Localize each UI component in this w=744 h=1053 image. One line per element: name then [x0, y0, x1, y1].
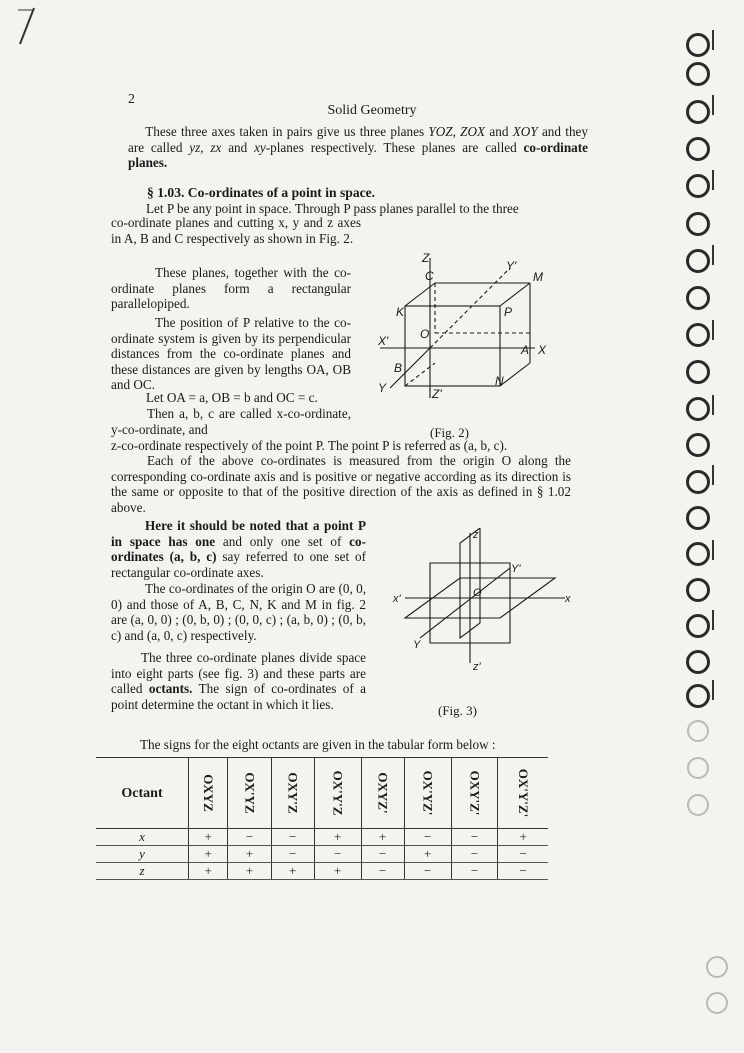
binding-hole — [686, 470, 710, 494]
octant-col-7 — [451, 758, 498, 829]
binding-wire — [712, 610, 714, 630]
p1-text-3: and they are called — [128, 124, 588, 155]
binding-hole — [686, 650, 710, 674]
octant-header-label: Octant — [121, 785, 163, 801]
para2-rest: co-ordinate planes and cutting x, y and z axes in A, B and C respectively as shown in Fig. 2. — [111, 215, 361, 246]
fig2-label-o: O — [420, 327, 430, 341]
let-line: Let OA = a, OB = b and OC = c. — [146, 390, 318, 405]
binding-wire — [712, 95, 714, 115]
fig2-label-n: N — [495, 374, 504, 388]
octant-col-1 — [189, 758, 228, 829]
fig2-label-m: M — [533, 270, 543, 284]
sign-cell: + — [189, 829, 228, 846]
fig2-label-y: Y — [378, 381, 387, 395]
p6-text-1: and only one set of — [215, 533, 350, 549]
p1-text-2: and — [485, 124, 513, 139]
octant-header — [96, 758, 189, 829]
p1-planes-3: yz, zx — [189, 139, 222, 155]
p1-planes-4: xy — [254, 139, 266, 155]
section-heading: § 1.03. Co-ordinates of a point in space. — [147, 185, 376, 200]
intro-paragraph — [128, 124, 588, 171]
binding-hole — [686, 506, 710, 530]
binding-hole — [686, 100, 710, 124]
binding-hole — [686, 323, 710, 347]
sign-cell: + — [271, 863, 314, 880]
octant-name: OX'YZ — [242, 772, 258, 814]
octant-col-4 — [314, 758, 361, 829]
binding-hole — [686, 33, 710, 57]
p6-text-2: say referred to one set of rectangular co-ordinate axes. — [111, 549, 366, 580]
binding-hole — [686, 174, 710, 198]
p1-text-5: -planes respectively. These planes are called — [265, 139, 524, 155]
binding-hole — [687, 720, 709, 742]
p1-term: co-ordinate planes. — [128, 139, 588, 170]
table-row-y — [96, 846, 548, 863]
binding-hole — [686, 542, 710, 566]
sign-cell: + — [314, 863, 361, 880]
p1-text-1: These three axes taken in pairs give us three planes — [145, 124, 429, 139]
table-row-z — [96, 863, 548, 880]
fig3-label-yprime: Y' — [511, 563, 521, 575]
sign-cell: + — [189, 846, 228, 863]
octant-col-3 — [271, 758, 314, 829]
sign-cell: − — [498, 846, 548, 863]
octant-name: OX'Y'Z' — [516, 768, 532, 818]
binding-hole — [686, 433, 710, 457]
fig3-label-z: z — [473, 529, 479, 541]
octant-col-2 — [228, 758, 271, 829]
binding-wire — [712, 395, 714, 415]
p1-planes-2: XOY — [512, 124, 538, 139]
sign-cell: − — [271, 846, 314, 863]
para6 — [111, 518, 366, 580]
octant-name: OXY'Z' — [467, 770, 483, 816]
binding-hole — [686, 578, 710, 602]
octant-name: OXYZ' — [375, 772, 391, 814]
binding-wire — [712, 540, 714, 560]
fig2-label-yprime: Y' — [506, 259, 517, 273]
sign-cell: − — [498, 863, 548, 880]
para5: Each of the above co-ordinates is measured from the origin O along the corresponding co-ordinate axis and is positive or negative according as its direction is the same or opposite to that of the positive direction of the axis as defined in § 1.02 above. — [111, 453, 571, 515]
octant-sign-table — [96, 757, 548, 880]
figure-2-parallelopiped — [370, 248, 560, 408]
binding-hole — [686, 286, 710, 310]
octant-col-5 — [361, 758, 404, 829]
sign-cell: + — [314, 829, 361, 846]
table-row-x — [96, 829, 548, 846]
sign-cell: − — [451, 846, 498, 863]
binding-wire — [712, 245, 714, 265]
sign-cell: + — [361, 829, 404, 846]
fig2-label-k: K — [396, 305, 405, 319]
fig3-label-zprime: z' — [473, 661, 481, 673]
then-line: Then a, b, c are called x-co-ordinate, y-co-ordinate, and — [111, 406, 351, 437]
para4: The position of P relative to the co-ordinate system is given by its perpendicular distances from the co-ordinate planes and these distances are given by lengths OA, OB and OC. — [111, 315, 351, 392]
para8 — [111, 650, 366, 712]
table-intro: The signs for the eight octants are given in the tabular form below : — [140, 737, 496, 752]
fig2-label-xprime: X' — [378, 334, 389, 348]
octant-name: OX'Y'Z — [330, 770, 346, 816]
fig2-label-c: C — [425, 269, 434, 283]
binding-wire — [712, 30, 714, 50]
p8-text-2: The sign of co-ordinates of a point determine the octant in which it lies. — [111, 681, 367, 712]
sign-cell: − — [228, 829, 271, 846]
fig2-label-zprime: Z' — [432, 387, 442, 401]
z-line: z-co-ordinate respectively of the point P. The point P is referred as (a, b, c). — [111, 438, 508, 453]
fig2-label-b: B — [394, 361, 403, 375]
page-number: 2 — [128, 92, 135, 107]
p6-bold-2: co-ordinates (a, b, c) — [111, 533, 366, 564]
sign-cell: − — [271, 829, 314, 846]
sign-cell: + — [189, 863, 228, 880]
row-label: y — [96, 846, 189, 863]
p6-bold-1: Here it should be noted that a point P in space has one — [111, 518, 366, 549]
octant-name: OXYZ — [201, 774, 217, 812]
fig2-label-z: Z — [422, 251, 430, 265]
binding-hole — [706, 992, 728, 1014]
sign-cell: + — [404, 846, 451, 863]
running-head: Solid Geometry — [327, 103, 417, 118]
binding-hole — [686, 614, 710, 638]
figure-3-octants — [385, 528, 580, 678]
sign-cell: − — [404, 829, 451, 846]
row-label: x — [96, 829, 189, 846]
p1-text-4: and — [221, 139, 255, 155]
binding-wire — [712, 320, 714, 340]
binding-hole — [686, 397, 710, 421]
p1-planes-1: YOZ, ZOX — [428, 124, 486, 139]
binding-wire — [712, 170, 714, 190]
sign-cell: − — [361, 863, 404, 880]
binding-wire — [712, 680, 714, 700]
para3: These planes, together with the co-ordinate planes form a rectangular parallelopiped. — [111, 265, 351, 311]
binding-hole — [687, 794, 709, 816]
fig3-label-xprime: x' — [393, 593, 401, 605]
p8-text-1: The three co-ordinate planes divide space into eight parts (see fig. 3) and these parts are called — [111, 650, 366, 696]
sign-cell: − — [361, 846, 404, 863]
sign-cell: + — [228, 846, 271, 863]
fig3-label-y: Y — [413, 639, 421, 651]
sign-cell: + — [498, 829, 548, 846]
sign-cell: + — [228, 863, 271, 880]
binding-hole — [686, 249, 710, 273]
p8-term: octants. — [148, 681, 193, 696]
octant-col-6 — [404, 758, 451, 829]
binding-wire — [712, 465, 714, 485]
binding-hole — [686, 137, 710, 161]
binding-hole — [706, 956, 728, 978]
octant-col-8 — [498, 758, 548, 829]
octant-name: OXY'Z — [285, 772, 301, 814]
sign-cell: − — [451, 863, 498, 880]
figure-2-caption: (Fig. 2) — [430, 425, 469, 440]
table-header-row — [96, 758, 548, 829]
fig2-label-a: A — [521, 343, 530, 357]
binding-hole — [686, 212, 710, 236]
fig3-label-x: x — [565, 593, 571, 605]
fig2-label-p: P — [504, 305, 513, 319]
octant-name: OX'YZ' — [420, 770, 436, 816]
fig2-label-x: X — [538, 343, 547, 357]
corner-scan-mark — [14, 6, 38, 46]
figure-3-caption: (Fig. 3) — [438, 703, 477, 718]
sign-cell: − — [451, 829, 498, 846]
binding-hole — [686, 684, 710, 708]
sign-cell: − — [314, 846, 361, 863]
binding-hole — [686, 360, 710, 384]
row-label: z — [96, 863, 189, 880]
sign-cell: − — [404, 863, 451, 880]
binding-hole — [687, 757, 709, 779]
para2-first-line: Let P be any point in space. Through P pass planes parallel to the three — [146, 201, 519, 216]
fig3-label-o: O — [473, 587, 482, 599]
para7: The co-ordinates of the origin O are (0, 0, 0) and those of A, B, C, N, K and M in fig. 2 are (a, 0, 0) ; (0, b, 0) ; (0, 0, c) ; (a, b, 0) ; (0, b, c) and (a, 0, c) respectively. — [111, 581, 366, 643]
binding-hole — [686, 62, 710, 86]
